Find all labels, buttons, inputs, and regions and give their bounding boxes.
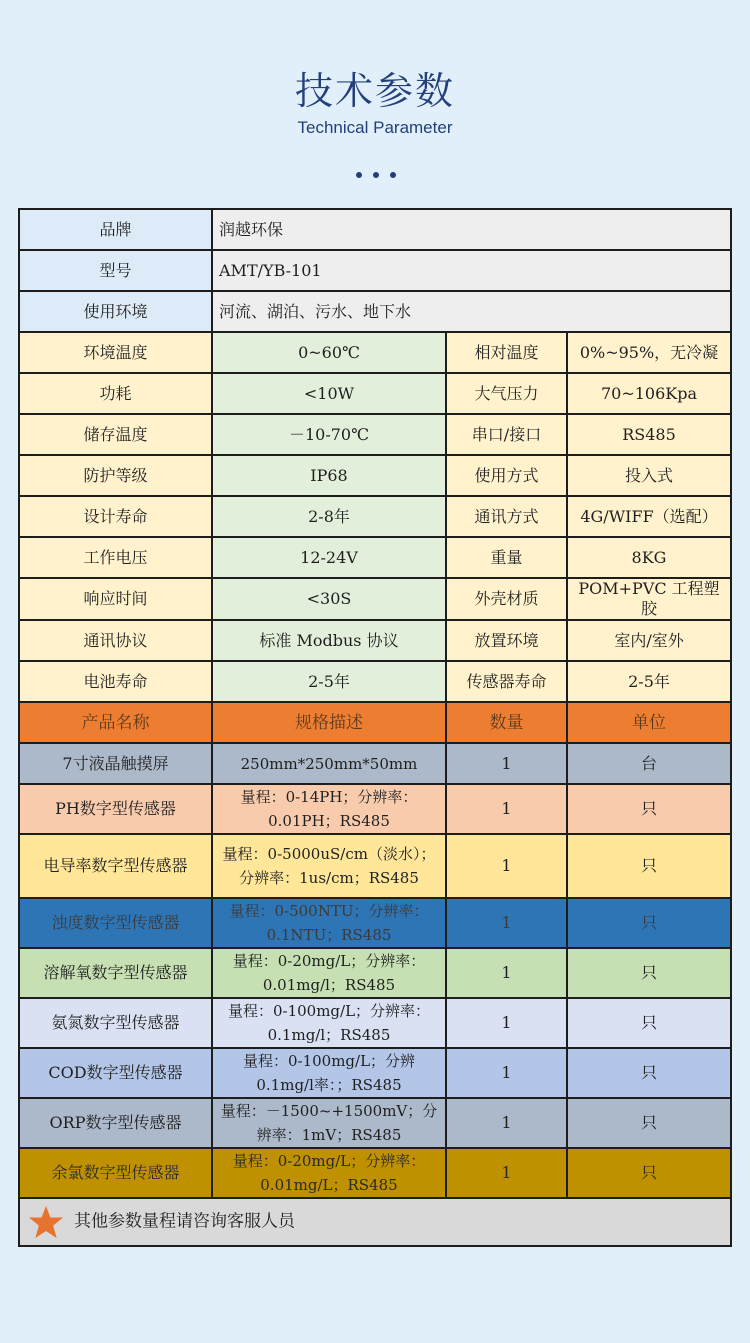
product-unit: 只 [567,1048,731,1098]
spec-row-model [19,250,731,291]
spec-row [19,537,731,578]
spec-label: 重量 [446,537,567,578]
product-row [19,1048,731,1098]
product-row [19,743,731,784]
spec-label: 通讯协议 [19,620,212,661]
page-subtitle: Technical Parameter [297,118,453,137]
footer-note-text: 其他参数量程请咨询客服人员 [74,1211,295,1232]
spec-label: 外壳材质 [446,578,567,620]
spec-row [19,661,731,702]
product-name: 电导率数字型传感器 [19,834,212,898]
spec-value: IP68 [212,455,446,496]
product-name: ORP数字型传感器 [19,1098,212,1148]
spec-table [18,208,732,1247]
footer-note-row [19,1198,731,1246]
product-row [19,1098,731,1148]
spec-label: 串口/接口 [446,414,567,455]
spec-value: 0~60℃ [212,332,446,373]
column-header: 产品名称 [19,702,212,743]
product-spec: 量程：0-14PH；分辨率：0.01PH；RS485 [212,784,446,834]
spec-label: 传感器寿命 [446,661,567,702]
product-header-row [19,702,731,743]
product-name: 浊度数字型传感器 [19,898,212,948]
product-spec: 量程：0-100mg/L；分辨率：0.1mg/l；RS485 [212,998,446,1048]
product-name: 氨氮数字型传感器 [19,998,212,1048]
spec-value: 0%~95%，无冷凝 [567,332,731,373]
spec-value: 4G/WIFF（选配） [567,496,731,537]
spec-label: 响应时间 [19,578,212,620]
spec-row [19,455,731,496]
spec-value: 70~106Kpa [567,373,731,414]
product-unit: 只 [567,784,731,834]
page-title: 技术参数 [294,69,455,113]
spec-value: 标准 Modbus 协议 [212,620,446,661]
ellipsis-dots [356,172,396,180]
product-spec: 量程：－1500~+1500mV；分辨率：1mV；RS485 [212,1098,446,1148]
product-name: 溶解氧数字型传感器 [19,948,212,998]
product-qty: 1 [446,1048,567,1098]
spec-label: 品牌 [19,209,212,250]
product-unit: 只 [567,1098,731,1148]
product-qty: 1 [446,1148,567,1198]
product-qty: 1 [446,998,567,1048]
product-unit: 只 [567,948,731,998]
product-unit: 只 [567,834,731,898]
page-header [0,0,750,200]
spec-value: AMT/YB-101 [212,250,731,291]
spec-row-env [19,291,731,332]
spec-label: 通讯方式 [446,496,567,537]
spec-label: 放置环境 [446,620,567,661]
spec-value: 投入式 [567,455,731,496]
spec-label: 电池寿命 [19,661,212,702]
product-qty: 1 [446,898,567,948]
product-row [19,998,731,1048]
product-qty: 1 [446,948,567,998]
spec-row [19,414,731,455]
spec-label: 相对温度 [446,332,567,373]
product-name: PH数字型传感器 [19,784,212,834]
column-header: 单位 [567,702,731,743]
star-icon [28,1205,64,1239]
product-qty: 1 [446,784,567,834]
spec-value: 2-8年 [212,496,446,537]
spec-value: 2-5年 [212,661,446,702]
product-unit: 台 [567,743,731,784]
column-header: 数量 [446,702,567,743]
spec-label: 大气压力 [446,373,567,414]
product-name: 7寸液晶触摸屏 [19,743,212,784]
spec-label: 功耗 [19,373,212,414]
product-qty: 1 [446,743,567,784]
product-unit: 只 [567,898,731,948]
spec-row [19,578,731,620]
product-unit: 只 [567,1148,731,1198]
spec-value: －10-70℃ [212,414,446,455]
spec-row [19,620,731,661]
spec-label: 型号 [19,250,212,291]
column-header: 规格描述 [212,702,446,743]
product-row [19,834,731,898]
footer-note [19,1198,731,1246]
spec-value: POM+PVC 工程塑胶 [567,578,731,620]
product-row [19,898,731,948]
spec-row-brand [19,209,731,250]
spec-value: 河流、湖泊、污水、地下水 [212,291,731,332]
spec-label: 储存温度 [19,414,212,455]
product-name: COD数字型传感器 [19,1048,212,1098]
spec-label: 使用方式 [446,455,567,496]
product-spec: 量程：0-5000uS/cm（淡水）；分辨率：1us/cm；RS485 [212,834,446,898]
spec-label: 工作电压 [19,537,212,578]
spec-value: 室内/室外 [567,620,731,661]
spec-value: 12-24V [212,537,446,578]
spec-value: 8KG [567,537,731,578]
spec-label: 防护等级 [19,455,212,496]
spec-value: RS485 [567,414,731,455]
product-spec: 量程：0-100mg/L；分辨0.1mg/l率：；RS485 [212,1048,446,1098]
product-row [19,948,731,998]
spec-value: <10W [212,373,446,414]
product-spec: 量程：0-20mg/L；分辨率：0.01mg/L；RS485 [212,1148,446,1198]
spec-value: <30S [212,578,446,620]
product-row [19,784,731,834]
spec-row [19,496,731,537]
product-name: 余氯数字型传感器 [19,1148,212,1198]
product-qty: 1 [446,1098,567,1148]
spec-label: 设计寿命 [19,496,212,537]
product-spec: 250mm*250mm*50mm [212,743,446,784]
spec-row [19,332,731,373]
product-row [19,1148,731,1198]
spec-label: 使用环境 [19,291,212,332]
product-spec: 量程：0-500NTU；分辨率：0.1NTU；RS485 [212,898,446,948]
spec-value: 润越环保 [212,209,731,250]
spec-row [19,373,731,414]
spec-value: 2-5年 [567,661,731,702]
spec-label: 环境温度 [19,332,212,373]
product-qty: 1 [446,834,567,898]
product-unit: 只 [567,998,731,1048]
product-spec: 量程：0-20mg/L；分辨率：0.01mg/l；RS485 [212,948,446,998]
